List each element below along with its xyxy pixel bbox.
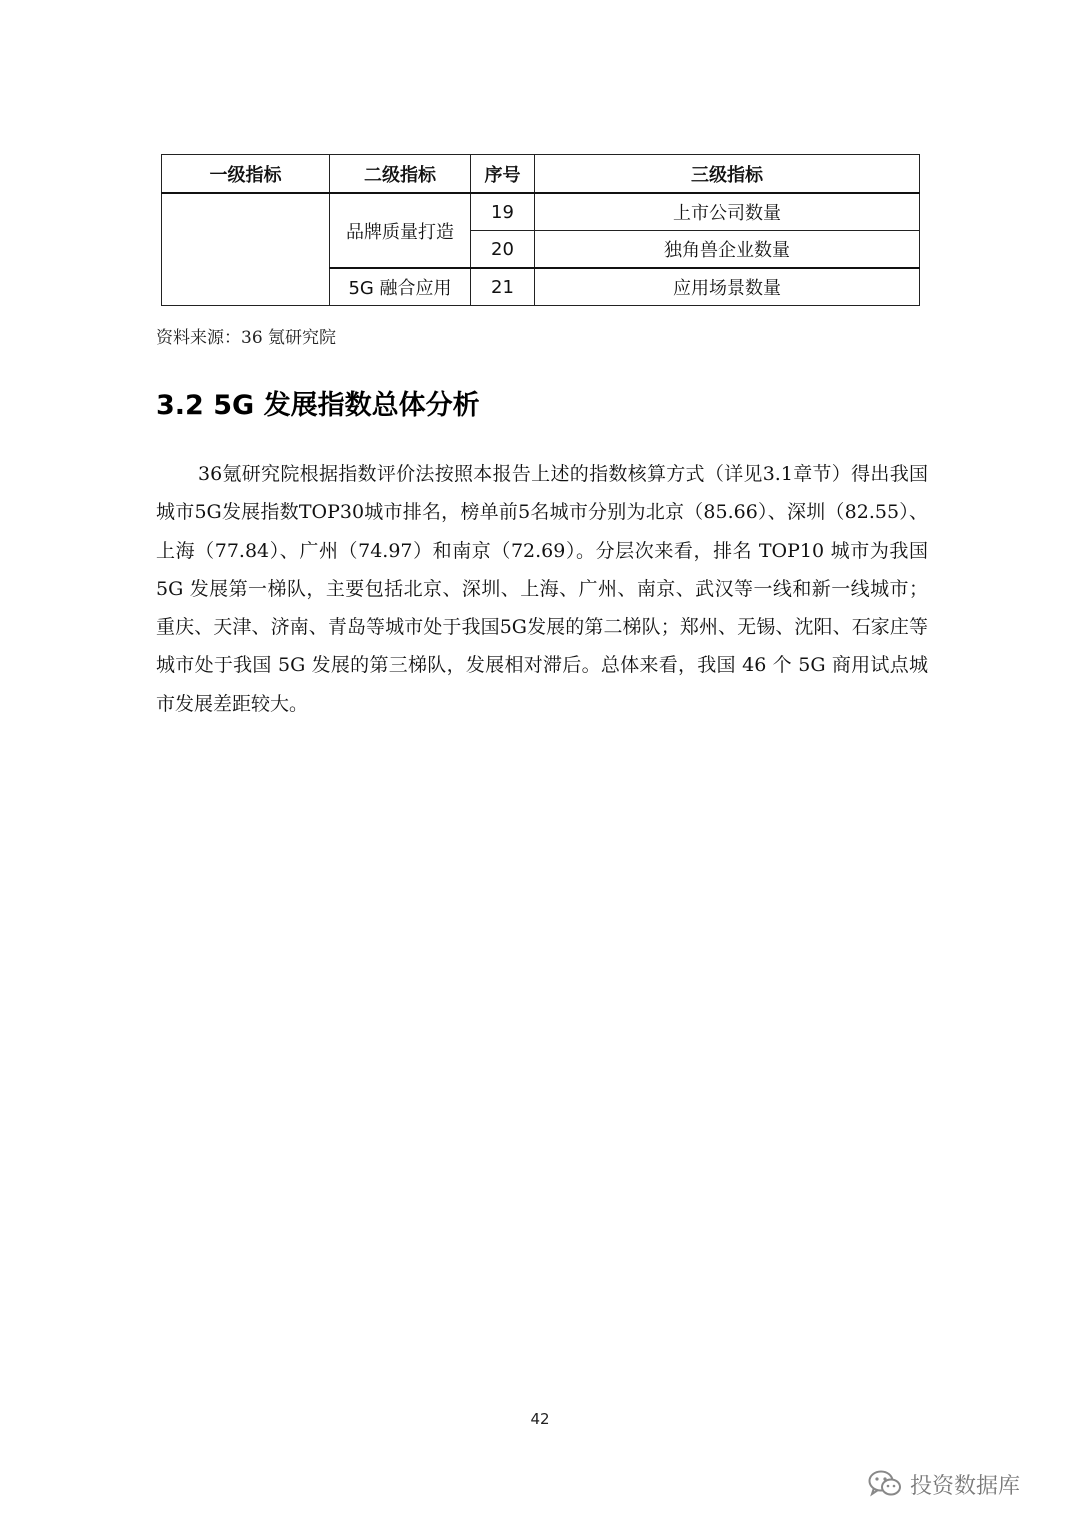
watermark — [868, 1464, 1020, 1504]
level1-cell — [162, 193, 330, 306]
number-cell: 20 — [471, 231, 535, 269]
header-level3: 三级指标 — [535, 155, 920, 194]
table-header-row — [162, 155, 920, 194]
table-source-note: 资料来源：36 氪研究院 — [156, 328, 337, 348]
level2-cell: 品牌质量打造 — [330, 193, 471, 268]
header-level2: 二级指标 — [330, 155, 471, 194]
level3-cell: 应用场景数量 — [535, 268, 920, 306]
level3-cell: 上市公司数量 — [535, 193, 920, 231]
wechat-icon — [868, 1470, 902, 1498]
level2-cell: 5G 融合应用 — [330, 268, 471, 306]
watermark-text: 投资数据库 — [910, 1473, 1021, 1499]
header-number: 序号 — [471, 155, 535, 194]
level3-cell: 独角兽企业数量 — [535, 231, 920, 269]
body-paragraph: 36氪研究院根据指数评价法按照本报告上述的指数核算方式（详见3.1章节）得出我国城市5G发展指数TOP30城市排名，榜单前5名城市分别为北京（85.66）、深圳（82.55）、上海（77.84）、广州（74.97）和南京（72.69）。分层次来看，排名 TOP10 城市为我国 5G 发展第一梯队，主要包括北京、深圳、上海、广州、南京、武汉等一线和新一线城市；重庆、天津、济南、青岛等城市处于我国5G发展的第二梯队；郑州、无锡、沈阳、石家庄等城市处于我国 5G 发展的第三梯队，发展相对滞后。总体来看，我国 46 个 5G 商用试点城市发展差距较大。 — [156, 463, 928, 715]
header-level1: 一级指标 — [162, 155, 330, 194]
indicator-table — [161, 154, 920, 306]
number-cell: 21 — [471, 268, 535, 306]
section-heading: 3.2 5G 发展指数总体分析 — [156, 390, 480, 421]
number-cell: 19 — [471, 193, 535, 231]
table-row — [162, 193, 920, 231]
page-number: 42 — [530, 1410, 550, 1428]
